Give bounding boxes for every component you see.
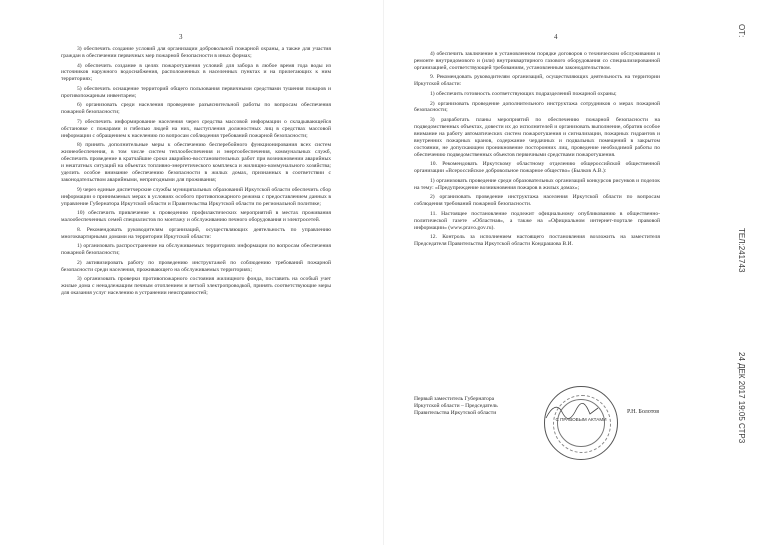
paragraph: 3) обеспечить создание условий для организации добровольной пожарной охраны, а также для участия граждан в обеспечении первичных мер пожарной безопасности в иных формах;	[61, 46, 331, 59]
left-text-column	[61, 46, 331, 300]
paragraph: 2) организовать проведение дополнительного инструктажа сотрудников о мерах пожарной безопасности;	[414, 100, 660, 114]
fax-phone-label: ТЕЛ:241743	[737, 228, 746, 273]
paragraph: 12. Контроль за исполнением настоящего постановления возложить на заместителя Председателя Правительства Иркутской области Кондрашова В.И.	[414, 234, 660, 248]
signatory-line: Иркутской области – Председатель	[414, 402, 498, 409]
paragraph: 8. Рекомендовать руководителям организаций, осуществляющих деятельность по управлению многоквартирными домами на территории Иркутской области:	[61, 226, 331, 240]
paragraph: 4) обеспечить создание в целях пожаротушения условий для забора в любое время года воды из источников наружного водоснабжения, расположенных в населенных пунктах и на прилегающих к ним территориях;	[61, 62, 331, 83]
paragraph: 9) через единые диспетчерские службы муниципальных образований Иркутской области обеспечить сбор информации о принимаемых мерах в условиях особого противопожарного режима с предоставлением данных в управление Губернатора Иркутской области и Правительства Иркутской области по региональной политике;	[61, 186, 331, 207]
fax-margin-stamp	[732, 0, 768, 545]
paragraph: 2) организовать проведение инструктажа населения Иркутской области по вопросам соблюдения требований пожарной безопасности.	[414, 194, 660, 208]
right-text-column	[414, 51, 660, 251]
paragraph: 3) разработать планы мероприятий по обеспечению пожарной безопасности на подведомственных объектах, довести их до исполнителей и организовать выполнение, обратив особое внимание на работу автоматических систем пожаротушения и сигнализации, пожарных гидрантов и внутренних пожарных кранов, содержание чердачных и подвальных помещений в закрытом состоянии, не допускающем проникновение посторонних лиц, проведение необходимой работы по обеспечению подведомственных объектов первичными средствами пожаротушения.	[414, 117, 660, 158]
paragraph: 8) принять дополнительные меры к обеспечению бесперебойного функционирования всех систем жизнеобеспечения, в том числе систем теплообеспечения и энергообеспечения, коммунальных служб, обеспечить проведение в кратчайшие сроки аварийно-восстановительных работ при возникновении аварийных и нештатных ситуаций на объектах топливно-энергетического комплекса и жилищно-коммунального хозяйства; уделить особое внимание обеспечению безопасности в жилых домах, признанных в соответствии с законодательством аварийными, непригодными для проживания;	[61, 142, 331, 184]
paragraph: 10) обеспечить привлечение к проведению профилактических мероприятий в местах проживания малообеспеченных семей специалистов по монтажу и обслуживанию печного оборудования и электросетей.	[61, 210, 331, 224]
page-number-left: 3	[179, 33, 183, 41]
paragraph: 3) организовать проверки противопожарного состояния жилищного фонда, поставить на особый учет жилые дома с ненадлежащим печным отоплением и ветхой электропроводкой, принять соответствующие меры для оказания услуг населению в устранении неисправностей;	[61, 276, 331, 297]
right-page	[384, 0, 732, 545]
paragraph: 4) обеспечить заключение в установленном порядке договоров о техническом обслуживании и ремонте внутридомового и (или) внутриквартирного газового оборудования со специализированной организацией, соответствующей требованиям, установленным законодательством.	[414, 51, 660, 71]
fax-from-label: ОТ:	[737, 24, 746, 38]
paragraph: 7) обеспечить информирование населения через средства массовой информации о складывающейся обстановке с пожарами и гибелью людей на них, выступления должностных лиц в средствах массовой информации с обращением к населению по вопросам соблюдения требований пожарной безопасности;	[61, 118, 331, 139]
handwritten-signature	[542, 400, 602, 424]
paragraph: 1) организовать проведение среди образовательных организаций конкурсов рисунков и поделок на тему: «Предупреждение возникновения пожаров в жилых домах»;	[414, 177, 660, 191]
paragraph: 2) активизировать работу по проведению инструктажей по соблюдению требований пожарной безопасности среди населения, проживающего на обслуживаемых территориях;	[61, 259, 331, 273]
signatory-line: Первый заместитель Губернатора	[414, 396, 495, 402]
signatory-line: Правительства Иркутской области	[414, 409, 497, 416]
paragraph: 10. Рекомендовать Иркутскому областному отделению общероссийской общественной организации «Всероссийское добровольное пожарное общество» (Былков А.В.):	[414, 161, 660, 175]
paragraph: 6) организовать среди населения проведение разъяснительной работы по вопросам обеспечения пожарной безопасности;	[61, 102, 331, 116]
fax-datetime-label: 24 ДЕК 2017 19:05 СТР3	[737, 352, 746, 444]
signatory-name: Р.Н. Болотов	[627, 409, 660, 415]
paragraph: 9. Рекомендовать руководителям организаций, осуществляющих деятельность на территории Иркутской области:	[414, 74, 660, 88]
paragraph: 1) организовать распространение на обслуживаемых территориях информации по вопросам обеспечения пожарной безопасности;	[61, 243, 331, 257]
paragraph: 5) обеспечить оснащение территорий общего пользования первичными средствами тушения пожаров и противопожарным инвентарем;	[61, 85, 331, 99]
page-number-right: 4	[554, 33, 558, 41]
seal-text: С ПРАВОВЫМ АКТАМИ	[555, 417, 607, 422]
paragraph: 1) обеспечить готовность соответствующих подразделений пожарной охраны;	[430, 90, 617, 97]
paragraph: 11. Настоящее постановление подлежит официальному опубликованию в общественно-политической газете «Областная», а также на «Официальном интернет-портале правовой информации» (www.pravo.gov.ru).	[414, 210, 660, 231]
signature-block	[414, 396, 704, 466]
